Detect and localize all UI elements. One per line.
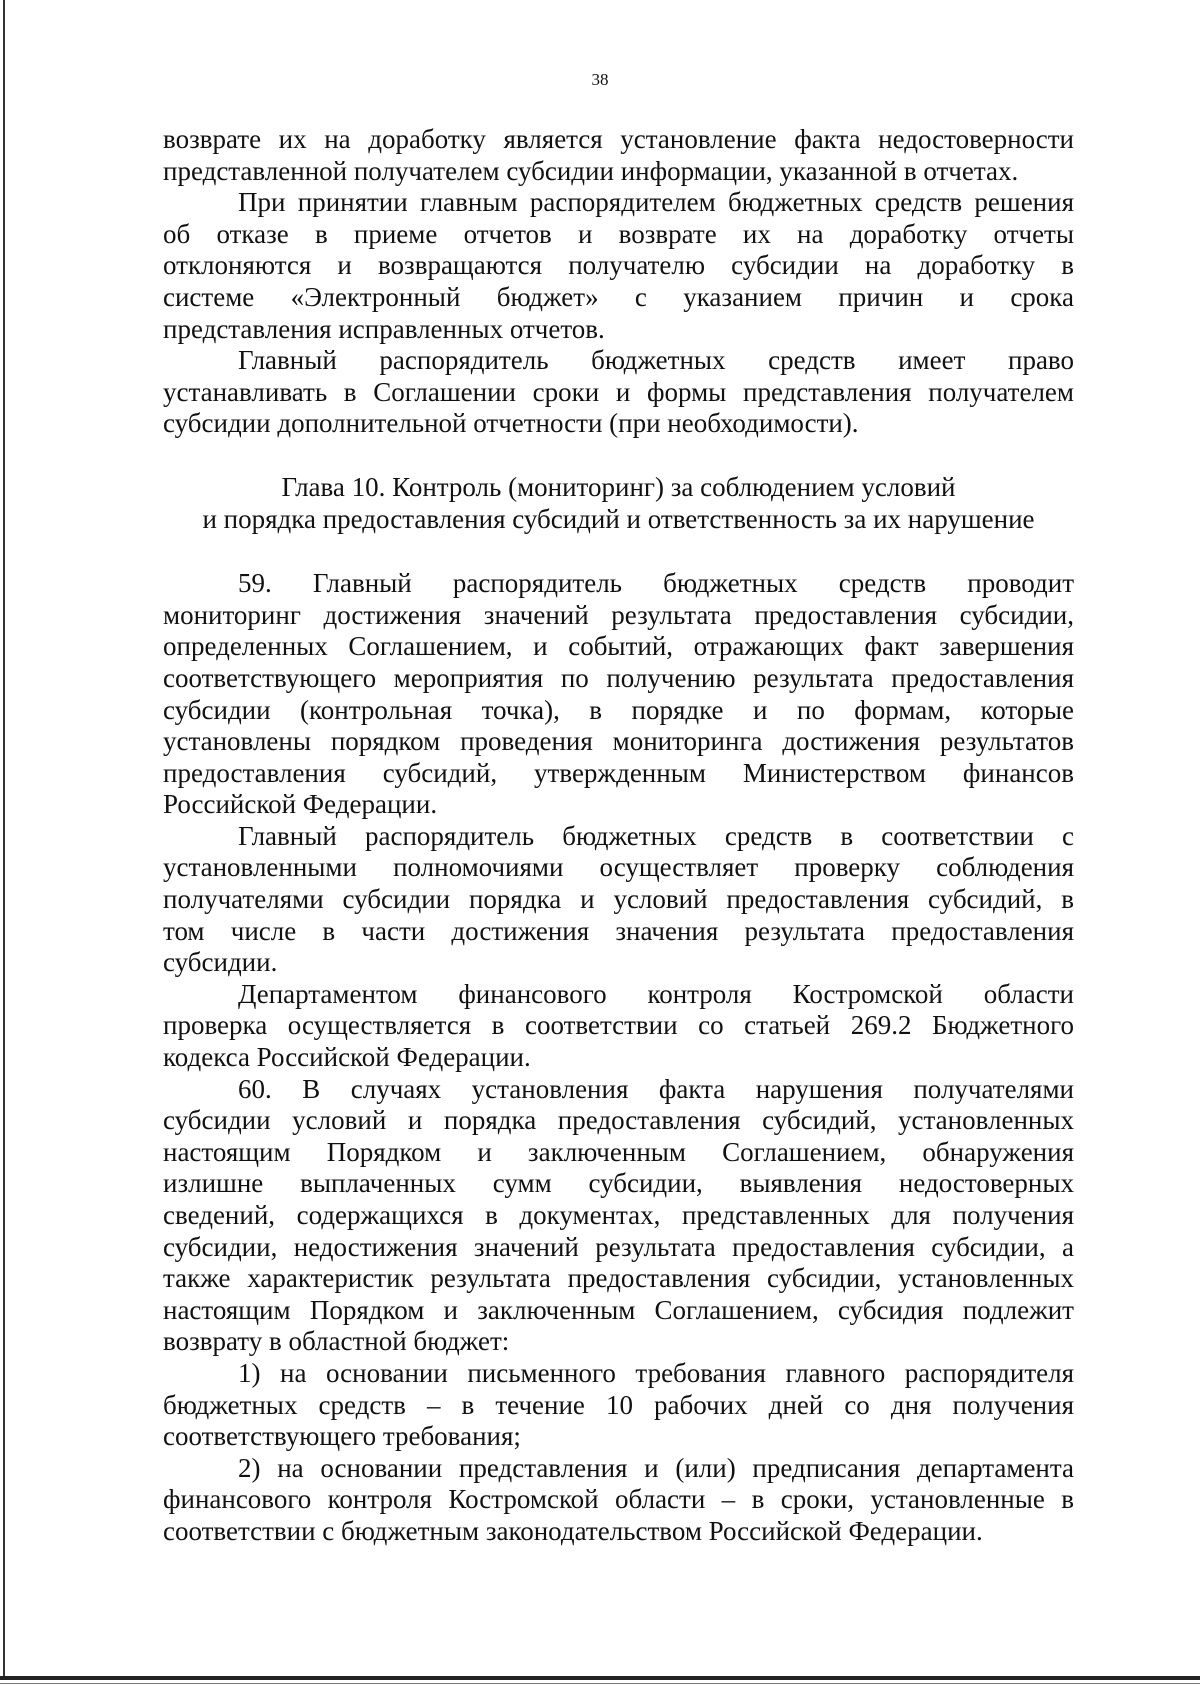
text-line: сведений, содержащихся в документах, представленных для получения xyxy=(163,1200,1074,1230)
text-line: определенных Соглашением, и событий, отражающих факт завершения xyxy=(163,631,1074,662)
chapter-heading xyxy=(163,472,1074,535)
bottom-edge-rule xyxy=(0,1676,1200,1680)
document-body xyxy=(163,124,1074,1548)
text-line: соответствии с бюджетным законодательством Российской Федерации. xyxy=(163,1515,983,1546)
text-line: излишне выплаченных сумм субсидии, выявления недостоверных xyxy=(163,1168,1074,1199)
text-line: субсидии условий и порядка предоставления субсидий, установленных xyxy=(163,1105,1074,1136)
text-line: 59. Главный распорядитель бюджетных средств проводит xyxy=(238,568,1074,599)
left-edge-rule xyxy=(3,0,5,1676)
text-line: Главный распорядитель бюджетных средств имеет право xyxy=(238,345,1074,376)
text-line: 60. В случаях установления факта нарушения получателями xyxy=(238,1073,1074,1104)
text-line: настоящим Порядком и заключенным Соглашением, обнаружения xyxy=(163,1136,1074,1167)
text-line: отклоняются и возвращаются получателю субсидии на доработку в xyxy=(163,250,1074,281)
text-line: системе «Электронный бюджет» с указанием причин и срока xyxy=(163,281,1074,312)
text-line: Главный распорядитель бюджетных средств в соответствии с xyxy=(238,820,1074,851)
paragraph-intro-3 xyxy=(163,345,1074,440)
text-line: устанавливать в Соглашении сроки и формы представления получателем xyxy=(163,376,1074,407)
paragraph-59-3 xyxy=(163,979,1074,1074)
text-line: Департаментом финансового контроля Костромской области xyxy=(238,978,1074,1009)
text-line: настоящим Порядком и заключенным Соглашением, субсидия подлежит xyxy=(163,1294,1074,1325)
text-line: субсидии, недостижения значений результата предоставления субсидии, а xyxy=(163,1231,1074,1262)
paragraph-59-1 xyxy=(163,568,1074,821)
text-line: предоставления субсидий, утвержденным Министерством финансов xyxy=(163,757,1074,788)
text-line: проверка осуществляется в соответствии со статьей 269.2 Бюджетного xyxy=(163,1010,1074,1041)
text-line: об отказе в приеме отчетов и возврате их на доработку отчеты xyxy=(163,218,1074,249)
text-line: представления исправленных отчетов. xyxy=(163,313,605,344)
text-line: Российской Федерации. xyxy=(163,789,438,820)
text-line: мониторинг достижения значений результата предоставления субсидии, xyxy=(163,599,1074,630)
text-line: возврате их на доработку является установление факта недостоверности xyxy=(163,124,1074,154)
text-line: возврату в областной бюджет: xyxy=(163,1326,510,1357)
paragraph-59-2 xyxy=(163,821,1074,979)
paragraph-60-1 xyxy=(163,1074,1074,1358)
text-line: установленными полномочиями осуществляет проверку соблюдения xyxy=(163,852,1074,883)
list-item-2 xyxy=(163,1453,1074,1548)
text-line: соответствующего мероприятия по получению результата предоставления xyxy=(163,662,1074,693)
text-line: бюджетных средств – в течение 10 рабочих дней со дня получения xyxy=(163,1389,1074,1420)
paragraph-intro-1 xyxy=(163,124,1074,187)
chapter-heading-line: и порядка предоставления субсидий и ответственность за их нарушение xyxy=(202,503,1035,534)
spacer xyxy=(163,535,1074,568)
text-line: установлены порядком проведения мониторинга достижения результатов xyxy=(163,726,1074,757)
paragraph-intro-2 xyxy=(163,187,1074,345)
chapter-heading-line: Глава 10. Контроль (мониторинг) за соблюдением условий xyxy=(281,471,956,502)
list-item-1 xyxy=(163,1358,1074,1453)
text-line: кодекса Российской Федерации. xyxy=(163,1042,531,1073)
text-line: субсидии дополнительной отчетности (при необходимости). xyxy=(163,408,859,439)
text-line: 2) на основании представления и (или) предписания департамента xyxy=(238,1452,1074,1483)
text-line: представленной получателем субсидии информации, указанной в отчетах. xyxy=(163,155,1019,186)
text-line: также характеристик результата предоставления субсидии, установленных xyxy=(163,1263,1074,1294)
spacer xyxy=(163,440,1074,472)
page-number: 38 xyxy=(591,70,609,89)
text-line: субсидии (контрольная точка), в порядке и по формам, которые xyxy=(163,694,1074,725)
text-line: получателями субсидии порядка и условий предоставления субсидий, в xyxy=(163,884,1074,915)
text-line: том числе в части достижения значения результата предоставления xyxy=(163,915,1074,946)
text-line: При принятии главным распорядителем бюджетных средств решения xyxy=(238,187,1074,218)
text-line: финансового контроля Костромской области – в сроки, установленные в xyxy=(163,1484,1074,1515)
text-line: соответствующего требования; xyxy=(163,1421,521,1452)
text-line: 1) на основании письменного требования главного распорядителя xyxy=(238,1357,1074,1388)
text-line: субсидии. xyxy=(163,947,278,978)
bottom-edge-rule-thin xyxy=(0,1683,1200,1684)
